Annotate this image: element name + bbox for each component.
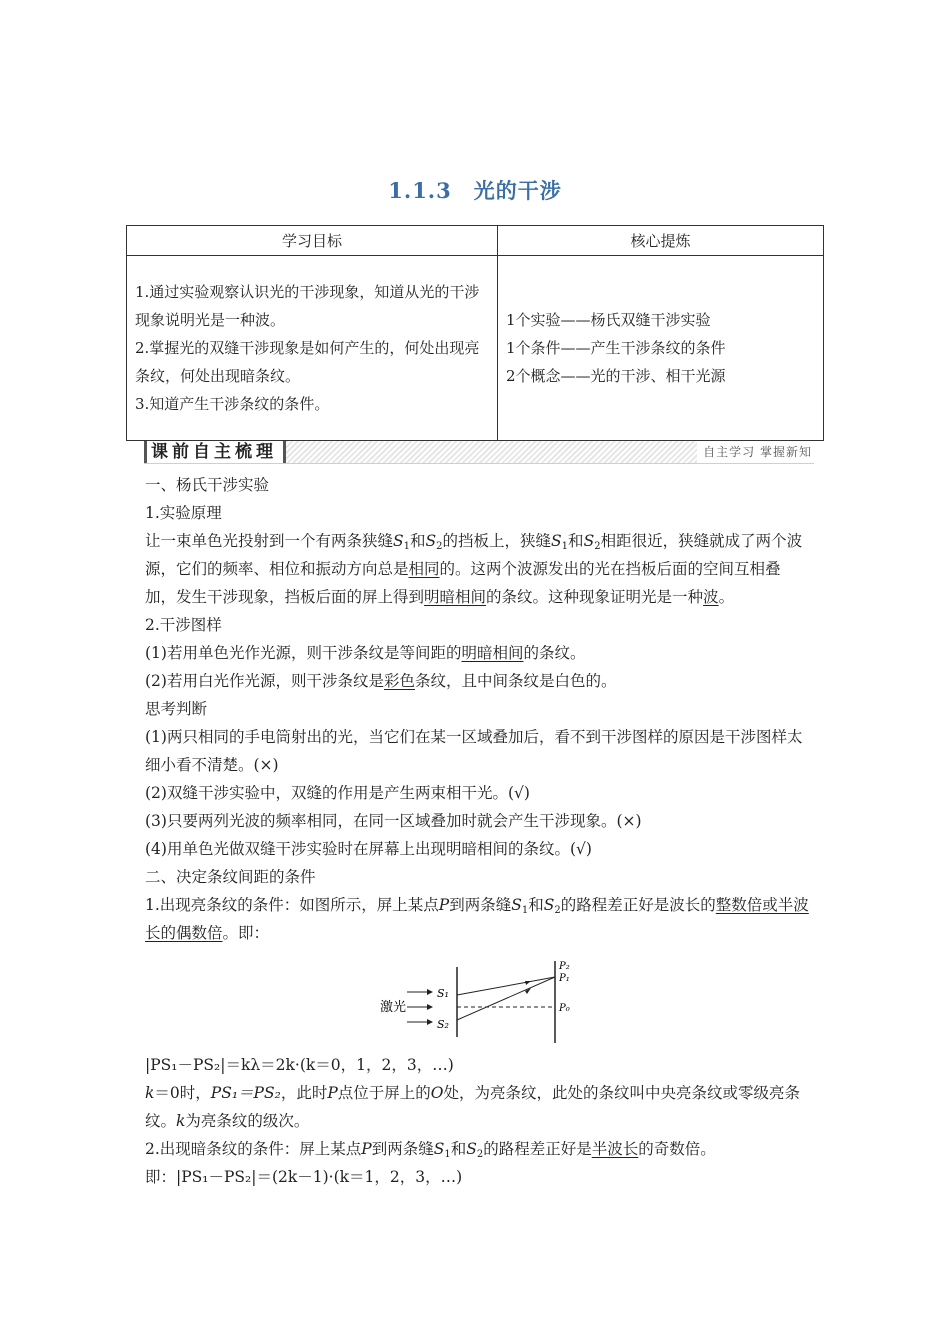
objectives-cell (127, 256, 498, 441)
core-item: 1个条件——产生干涉条纹的条件 (506, 339, 726, 357)
judgement-item: (2)双缝干涉实验中，双缝的作用是产生两束相干光。(√) (145, 784, 530, 802)
think-heading: 思考判断 (145, 700, 208, 718)
objective-item: 1.通过实验观察认识光的干涉现象，知道从光的干涉现象说明光是一种波。 (135, 283, 480, 329)
pattern-item: (2)若用白光作光源，则干涉条纹是彩色条纹，且中间条纹是白色的。 (145, 672, 617, 690)
double-slit-figure (375, 955, 575, 1047)
banner-subtitle: 自主学习 掌握新知 (697, 441, 814, 463)
goals-table (126, 225, 824, 441)
p1-label: P₁ (559, 973, 570, 984)
section-heading: 二、决定条纹间距的条件 (145, 868, 316, 886)
s1-label: S₁ (437, 987, 449, 1000)
core-cell (498, 256, 824, 441)
p2-label: P₂ (559, 961, 570, 972)
ray-s1 (457, 977, 555, 995)
answer-blank: 明暗相间 (424, 588, 487, 606)
core-item: 1个实验——杨氏双缝干涉实验 (506, 311, 711, 329)
answer-blank: 相同 (408, 560, 440, 578)
answer-blank: 彩色 (383, 672, 415, 690)
paragraph-principle: 让一束单色光投射到一个有两条狭缝$S_1$和$S_2$的挡板上，狭缝$S_1$和$S_2$相距很近，狭缝就成了两个波源，它们的频率、相位和振动方向总是相同的。这两个波源发出的光在挡板后面的空间互相叠加，发生干涉现象，挡板后面的屏上得到明暗相间的条纹。这种现象证明光是一种波。 (145, 532, 803, 606)
bright-fringe-condition: 1.出现亮条纹的条件：如图所示，屏上某点P到两条缝$S_1$和$S_2$的路程差正好是波长的整数倍或半波长的偶数倍。即： (145, 896, 809, 942)
answer-blank: 整数倍或半波长的偶数倍 (145, 896, 809, 942)
answer-blank: 波 (703, 588, 719, 606)
answer-blank: 明暗相间 (461, 644, 524, 662)
banner-label: 课前自主梳理 (144, 441, 283, 463)
col-header-core: 核心提炼 (498, 226, 824, 256)
pattern-item: (1)若用单色光作光源，则干涉条纹是等间距的明暗相间的条纹。 (145, 644, 586, 662)
section-banner (144, 441, 814, 464)
sub-heading: 1.实验原理 (145, 504, 222, 522)
section-heading: 一、杨氏干涉实验 (145, 476, 270, 494)
ray-s2 (457, 977, 555, 1020)
sub-heading: 2.干涉图样 (145, 616, 222, 634)
dark-fringe-condition: 2.出现暗条纹的条件：屏上某点P到两条缝$S_1$和$S_2$的路程差正好是半波长的奇数倍。 (145, 1140, 716, 1160)
equation-bright: |PS₁－PS₂|＝kλ＝2k·(k＝0，1，2，3，…) (145, 1056, 454, 1074)
main-content (145, 471, 811, 1191)
judgement-item: (1)两只相同的手电筒射出的光，当它们在某一区域叠加后，看不到干涉图样的原因是干涉图样太细小看不清楚。(×) (145, 728, 803, 774)
answer-blank: 半波长 (591, 1140, 639, 1158)
col-header-objectives: 学习目标 (127, 226, 498, 256)
laser-label: 激光 (380, 1000, 407, 1015)
page-title: 1.1.3 光的干涉 (388, 178, 562, 203)
equation-dark: 即：|PS₁－PS₂|＝(2k－1)·(k＝1，2，3，…) (145, 1168, 463, 1186)
core-item: 2个概念——光的干涉、相干光源 (506, 367, 726, 385)
judgement-item: (3)只要两列光波的频率相同，在同一区域叠加时就会产生干涉现象。(×) (145, 812, 642, 830)
objective-item: 3.知道产生干涉条纹的条件。 (135, 395, 330, 413)
s2-label: S₂ (437, 1018, 449, 1031)
judgement-item: (4)用单色光做双缝干涉实验时在屏幕上出现明暗相间的条纹。(√) (145, 840, 592, 858)
p0-label: P₀ (559, 1003, 570, 1014)
zero-order-note: k＝0时，PS₁＝PS₂，此时P点位于屏上的O处，为亮条纹，此处的条纹叫中央亮条纹或零级亮条纹。k为亮条纹的级次。 (145, 1084, 801, 1130)
objective-item: 2.掌握光的双缝干涉现象是如何产生的，何处出现亮条纹，何处出现暗条纹。 (135, 339, 480, 385)
